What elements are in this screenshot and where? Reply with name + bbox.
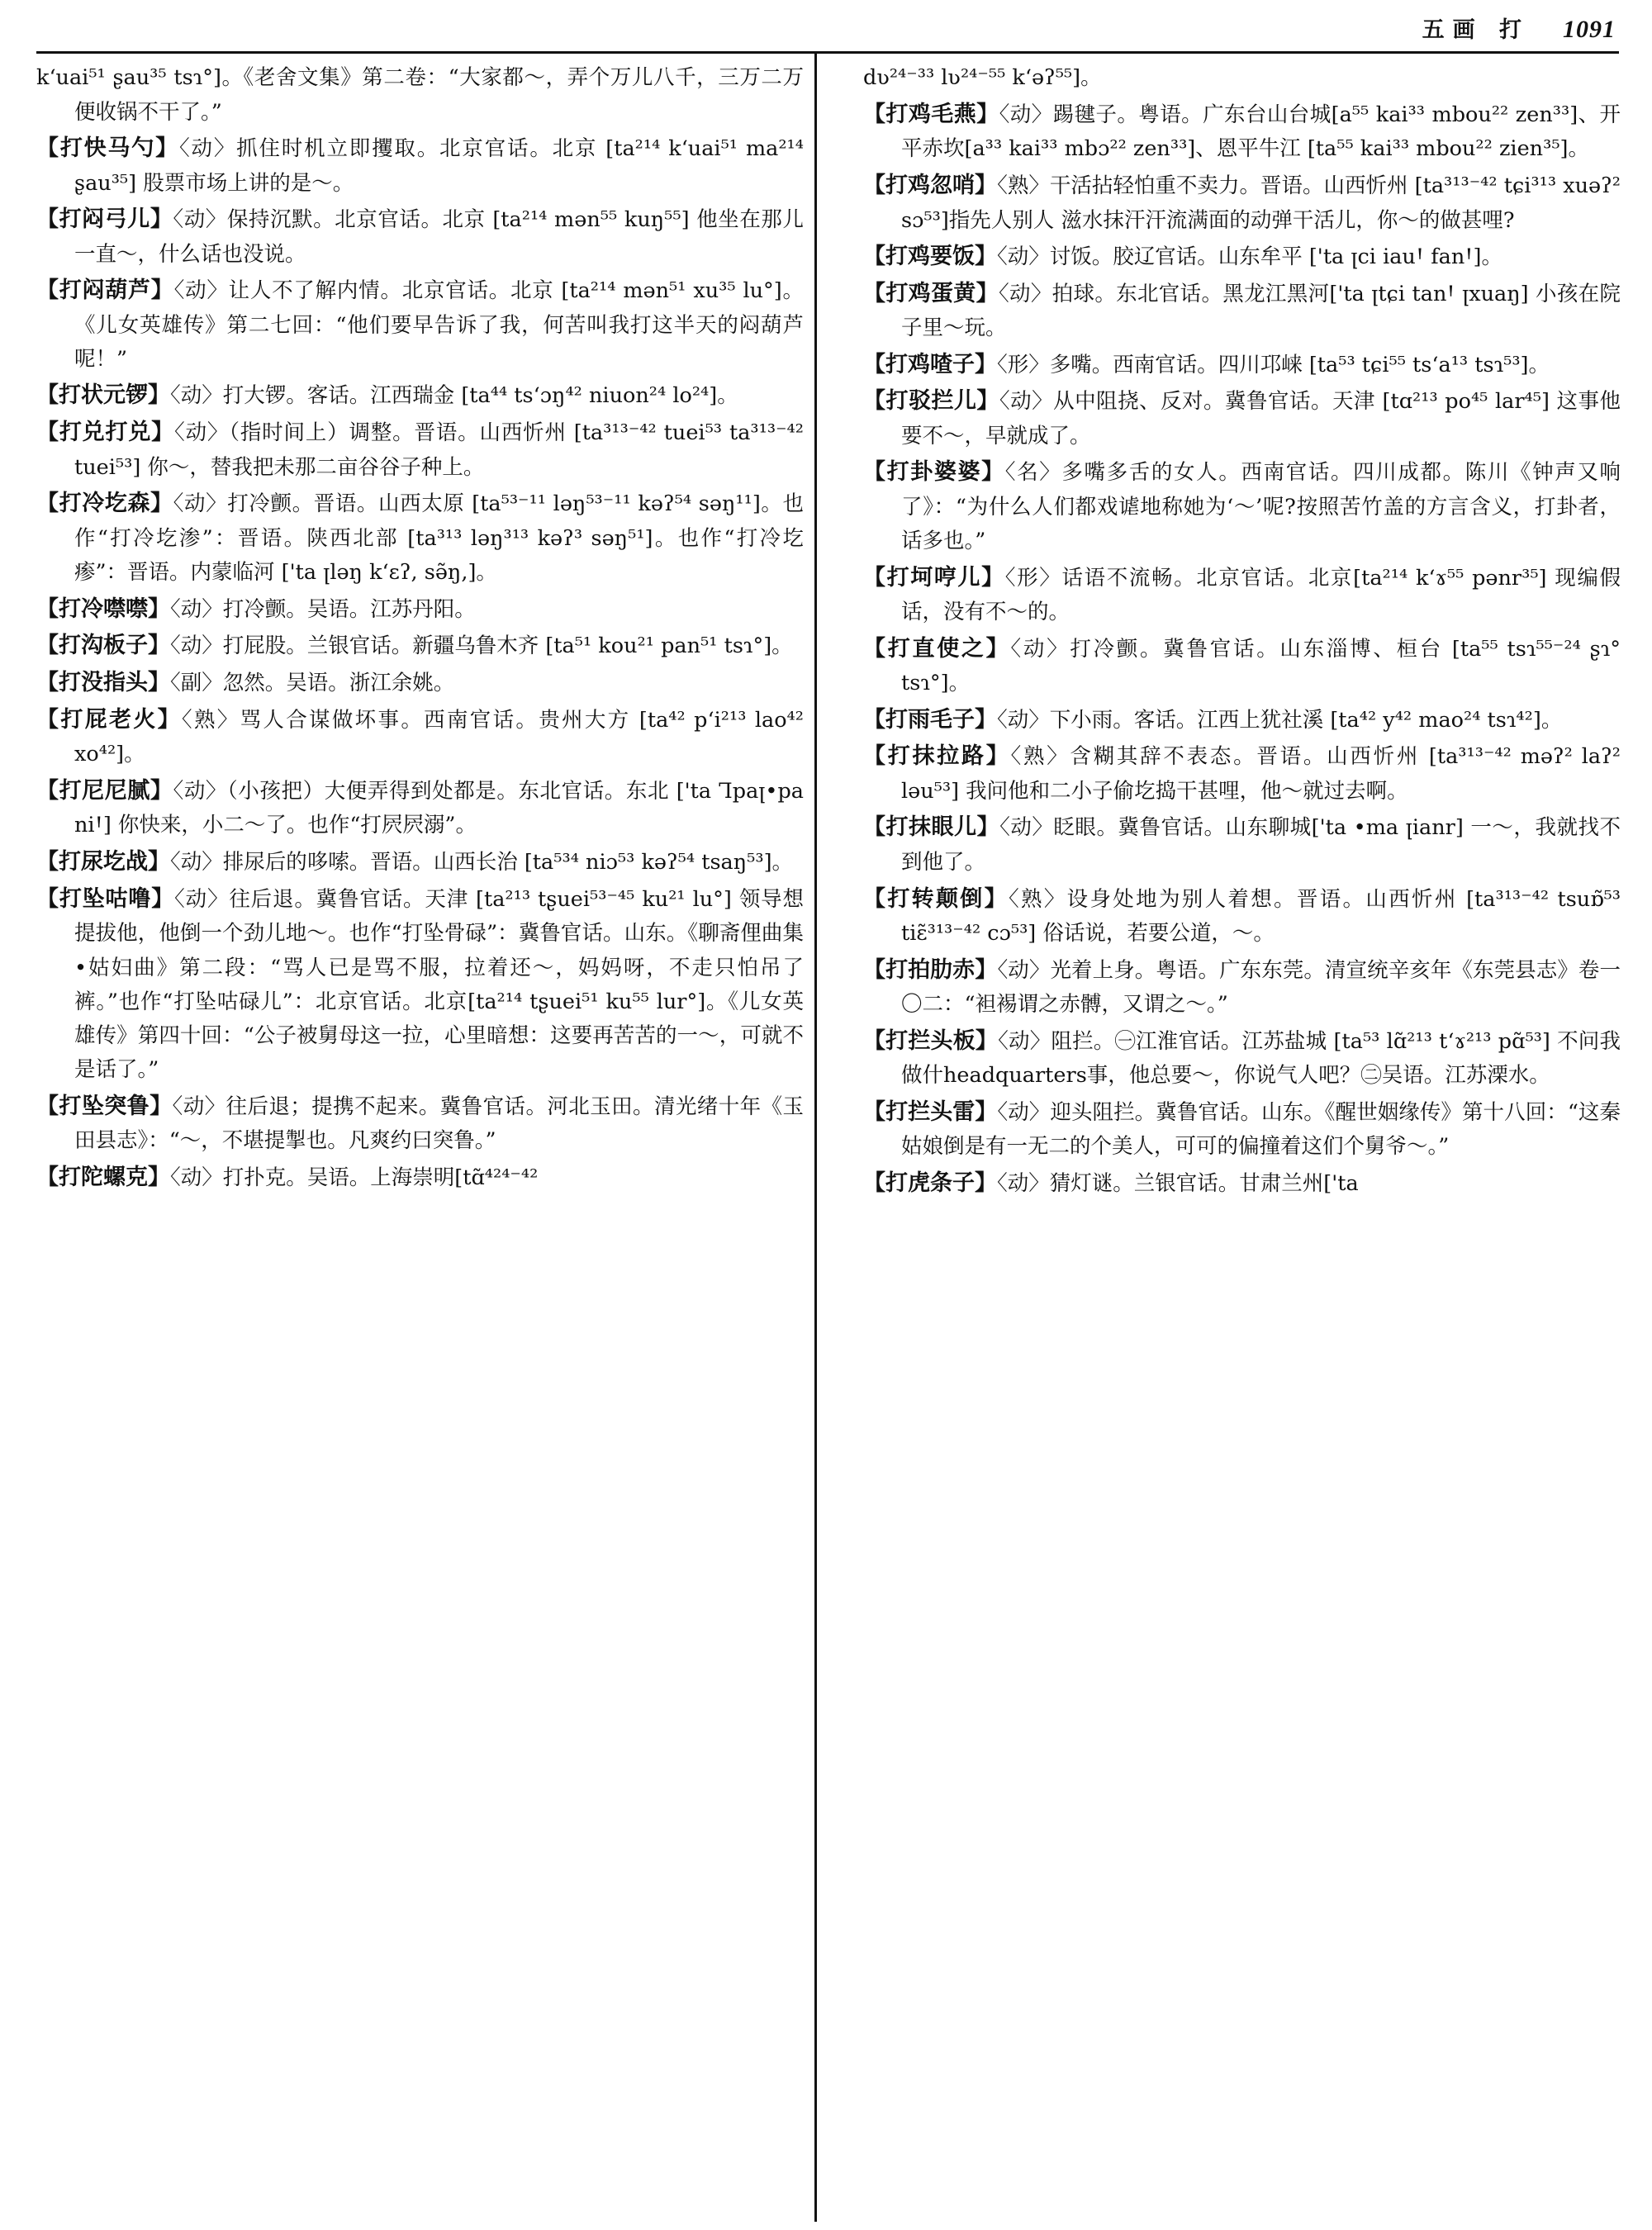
dictionary-entry (36, 665, 804, 701)
header-rule (36, 51, 1619, 54)
entry-body: 〈动〉迎头阻拦。冀鲁官话。山东。《醒世姻缘传》第十八回：“这秦姑娘倒是有一无二的个美人，可可的偏撞着这们个舅爷～。” (901, 1099, 1621, 1160)
dictionary-entry (36, 130, 804, 201)
headword: 【打鸡忽哨】 (863, 172, 998, 198)
dictionary-entry (863, 1023, 1621, 1094)
entry-body: 〈熟〉设身处地为别人着想。晋语。山西忻州 [ta³¹³⁻⁴² tsuɒ̃⁵³ tiɛ̃³¹³⁻⁴² cɔ⁵³] 俗话说，若要公道，～。 (901, 886, 1621, 947)
headword: 【打陀螺克】 (36, 1164, 170, 1190)
entry-body: 〈动〉打大锣。客话。江西瑞金 [ta⁴⁴ ts‘ɔŋ⁴² niuon²⁴ lo²⁴]。 (170, 383, 738, 409)
entry-body: k‘uai⁵¹ ʂau³⁵ tsɿ°]。《老舍文集》第二卷：“大家都～，弄个万儿八千，三万二万便收锅不干了。” (36, 65, 804, 125)
dictionary-entry (36, 591, 804, 628)
page-header (1422, 12, 1616, 44)
entry-fragment (36, 59, 804, 130)
headword: 【打鸡喳子】 (863, 351, 997, 377)
headword: 【打没指头】 (36, 669, 170, 695)
dictionary-entry (36, 844, 804, 880)
entry-body: 〈动〉光着上身。粤语。广东东莞。清宣统辛亥年《东莞县志》卷一〇二：“袒裼谓之赤髆，又谓之～。” (901, 957, 1621, 1018)
headword: 【打驳拦儿】 (863, 388, 999, 415)
dictionary-entry (36, 1160, 804, 1196)
dictionary-entry (36, 415, 804, 485)
headword: 【打雨毛子】 (863, 706, 997, 733)
dictionary-entry (863, 738, 1621, 809)
dictionary-entry (863, 881, 1621, 951)
headword: 【打坠咕噜】 (36, 885, 175, 912)
dictionary-entry (863, 97, 1621, 167)
dictionary-entry (36, 486, 804, 590)
entry-body: 〈形〉话语不流畅。北京官话。北京[ta²¹⁴ k‘ɤ⁵⁵ pənr³⁵] 现编假话，没有不～的。 (901, 565, 1621, 625)
dictionary-entry (863, 1165, 1621, 1202)
dictionary-entry (36, 377, 804, 414)
headword: 【打坷哼儿】 (863, 564, 1005, 591)
headword: 【打直使之】 (863, 635, 1011, 662)
dictionary-entry (863, 560, 1621, 630)
dictionary-entry (863, 809, 1621, 880)
entry-body: 〈动〉猜灯谜。兰银官话。甘肃兰州[ꞌta (997, 1170, 1359, 1196)
entry-body: 〈名〉多嘴多舌的女人。西南官话。四川成都。陈川《钟声又响了》：“为什么人们都戏谑地称她为‘～’呢?按照苦竹盖的方言含义，打卦者，话多也。” (901, 460, 1621, 554)
headword: 【打鸡要饭】 (863, 243, 997, 269)
dictionary-entry (863, 383, 1621, 453)
entry-body: 〈动〉往后退。冀鲁官话。天津 [ta²¹³ tʂuei⁵³⁻⁴⁵ ku²¹ lu°] 领导想提拔他，他倒一个劲儿地～。也作“打坠骨碌”：冀鲁官话。山东。《聊斋俚曲集•姑妇曲》第二段：“骂人已是骂不服，拉着还～，妈妈呀，不走只怕吊了裤。”也作“打坠咕碌儿”：北京官话。北京[ta²¹⁴ tʂuei⁵¹ ku⁵⁵ lur°]。《儿女英雄传》第四十回：“公子被舅母这一拉，心里暗想：这要再苦苦的一～，可就不是话了。” (74, 886, 804, 1083)
entry-body: 〈动〉阻拦。㊀江淮官话。江苏盐城 [ta⁵³ lɑ̃²¹³ t‘ɤ²¹³ pɑ̃⁵³] 不问我做什headquarters事，他总要～，你说气人吧？㊁吴语。江苏溧水。 (901, 1028, 1621, 1089)
right-column (828, 59, 1621, 2223)
dictionary-entry (36, 628, 804, 664)
entry-fragment (863, 59, 1621, 96)
entry-body: 〈形〉多嘴。西南官话。四川邛崃 [ta⁵³ tɕi⁵⁵ ts‘a¹³ tsɿ⁵³]。 (997, 352, 1550, 377)
entry-body: 〈动〉排尿后的哆嗦。晋语。山西长治 [ta⁵³⁴ niɔ⁵³ kəʔ⁵⁴ tsaŋ⁵³]。 (170, 849, 794, 875)
dictionary-entry (36, 773, 804, 843)
entry-body: 〈动〉往后退；提携不起来。冀鲁官话。河北玉田。清光绪十年《玉田县志》：“～，不堪提掣也。凡爽约曰突鲁。” (74, 1094, 804, 1154)
headword: 【打鸡毛燕】 (863, 101, 999, 127)
entry-body: 〈动〉抓住时机立即攫取。北京官话。北京 [ta²¹⁴ k‘uai⁵¹ ma²¹⁴ ʂau³⁵] 股票市场上讲的是～。 (74, 136, 805, 196)
headword: 【打卦婆婆】 (863, 459, 1005, 486)
headword: 【打尿圪战】 (36, 848, 170, 875)
left-column (36, 59, 828, 2223)
headword: 【打尼尼腻】 (36, 777, 173, 804)
entry-body: 〈熟〉骂人合谋做坏事。西南官话。贵州大方 [ta⁴² p‘i²¹³ lao⁴² xo⁴²]。 (74, 707, 804, 767)
headword: 【打鸡蛋黄】 (863, 280, 999, 306)
dictionary-entry (863, 276, 1621, 346)
entry-body: 〈动〉（指时间上）调整。晋语。山西忻州 [ta³¹³⁻⁴² tuei⁵³ ta³¹³⁻⁴² tuei⁵³] 你～，替我把未那二亩谷谷子种上。 (74, 420, 804, 480)
dictionary-entry (863, 454, 1621, 558)
entry-body: 〈动〉从中阻挠、反对。冀鲁官话。天津 [tɑ²¹³ po⁴⁵ lar⁴⁵] 这事他要不～，早就成了。 (901, 389, 1621, 449)
dictionary-entry (36, 881, 804, 1088)
headword: 【打抹眼儿】 (863, 814, 1000, 841)
entry-body: 〈动〉打扑克。吴语。上海崇明[tɑ̃⁴²⁴⁻⁴² (170, 1165, 539, 1190)
headword: 【打虎条子】 (863, 1170, 997, 1196)
headword: 【打屁老火】 (36, 706, 182, 733)
headword: 【打兑打兑】 (36, 420, 174, 446)
entry-body: 〈副〉忽然。吴语。浙江余姚。 (170, 670, 455, 695)
entry-body: 〈动〉让人不了解内情。北京官话。北京 [ta²¹⁴ mən⁵¹ xu³⁵ lu°]。《儿女英雄传》第二七回：“他们要早告诉了我，何苦叫我打这半天的闷葫芦呢！” (74, 278, 805, 372)
headword: 【打拦头雷】 (863, 1098, 998, 1125)
entry-body: 〈动〉踢毽子。粤语。广东台山台城[a⁵⁵ kai³³ mbou²² zen³³]、开平赤坎[a³³ kai³³ mbɔ²² zen³³]、恩平牛江 [ta⁵⁵ kai³³ mbou²² zien³⁵]。 (901, 102, 1621, 162)
entry-body: 〈动〉打屁股。兰银官话。新疆乌鲁木齐 [ta⁵¹ kou²¹ pan⁵¹ tsɿ°]。 (170, 633, 793, 659)
running-head: 五画 打 (1422, 17, 1530, 43)
headword: 【打冷噤噤】 (36, 595, 170, 622)
dictionary-entry (863, 702, 1621, 738)
entry-body: 〈动〉打冷颤。冀鲁官话。山东淄博、桓台 [ta⁵⁵ tsɿ⁵⁵⁻²⁴ ʂɿ° tsɿ°]。 (901, 636, 1621, 696)
entry-body: 〈动〉（小孩把）大便弄得到处都是。东北官话。东北 [ꞌta Ꞁpaꞁ•pa niꞋ] 你快来，小二～了。也作“打屄屄溺”。 (74, 778, 805, 838)
entry-body: 〈熟〉含糊其辞不表态。晋语。山西忻州 [ta³¹³⁻⁴² məʔ² laʔ² ləu⁵³] 我问他和二小子偷圪捣干甚哩，他～就过去啊。 (901, 744, 1621, 804)
entry-body: dʋ²⁴⁻³³ lʋ²⁴⁻⁵⁵ k‘əʔ⁵⁵]。 (863, 65, 1102, 90)
dictionary-entry (863, 631, 1621, 701)
headword: 【打闷弓儿】 (36, 206, 173, 233)
headword: 【打拦头板】 (863, 1027, 999, 1054)
headword: 【打状元锣】 (36, 382, 170, 409)
page-number: 1091 (1563, 16, 1616, 43)
entry-body: 〈动〉拍球。东北官话。黑龙江黑河[ꞌta ꞁtɕi tanꞋ ꞁxuaŋ] 小孩在院子里～玩。 (901, 281, 1621, 341)
entry-body: 〈动〉保持沉默。北京官话。北京 [ta²¹⁴ mən⁵⁵ kuŋ⁵⁵] 他坐在那儿一直～，什么话也没说。 (74, 207, 805, 267)
entry-body: 〈动〉讨饭。胶辽官话。山东牟平 [ꞌta ꞁci iauꞋ fanꞋ]。 (997, 244, 1502, 269)
dictionary-entry (36, 202, 804, 272)
dictionary-entry (36, 1089, 804, 1159)
dictionary-entry (863, 168, 1621, 238)
entry-body: 〈动〉打冷颤。晋语。山西太原 [ta⁵³⁻¹¹ ləŋ⁵³⁻¹¹ kəʔ⁵⁴ səŋ¹¹]。也作“打冷圪渗”：晋语。陕西北部 [ta³¹³ ləŋ³¹³ kəʔ³ səŋ⁵¹]。也作“打冷圪瘆”：晋语。内蒙临河 [ꞌta ꞁləŋ k‘ɛʔ, sə̃ŋ,]。 (74, 491, 805, 586)
entry-body: 〈熟〉干活拈轻怕重不卖力。晋语。山西忻州 [ta³¹³⁻⁴² tɕi³¹³ xuəʔ² sɔ⁵³]指先人别人 滋水抹汗汗流满面的动弹干活儿，你～的做甚哩? (901, 173, 1621, 233)
dictionary-entry (36, 273, 804, 377)
entry-body: 〈动〉打冷颤。吴语。江苏丹阳。 (170, 596, 476, 622)
headword: 【打转颠倒】 (863, 885, 1009, 912)
headword: 【打拍肋赤】 (863, 956, 998, 983)
dictionary-entry (863, 1094, 1621, 1165)
headword: 【打坠突鲁】 (36, 1093, 173, 1119)
headword: 【打抹拉路】 (863, 743, 1011, 770)
columns-container (36, 59, 1621, 2223)
entry-body: 〈动〉下小雨。客话。江西上犹社溪 [ta⁴² y⁴² mao²⁴ tsɿ⁴²]。 (997, 707, 1563, 733)
headword: 【打冷圪森】 (36, 491, 173, 517)
headword: 【打闷葫芦】 (36, 278, 174, 304)
dictionary-entry (863, 239, 1621, 275)
dictionary-entry (863, 952, 1621, 1022)
dictionary-entry (36, 702, 804, 772)
dictionary-entry (863, 347, 1621, 383)
headword: 【打快马勺】 (36, 135, 179, 162)
entry-body: 〈动〉眨眼。冀鲁官话。山东聊城[ꞌta •ma ꞁianr] 一～，我就找不到他了。 (901, 815, 1621, 875)
headword: 【打沟板子】 (36, 633, 170, 659)
